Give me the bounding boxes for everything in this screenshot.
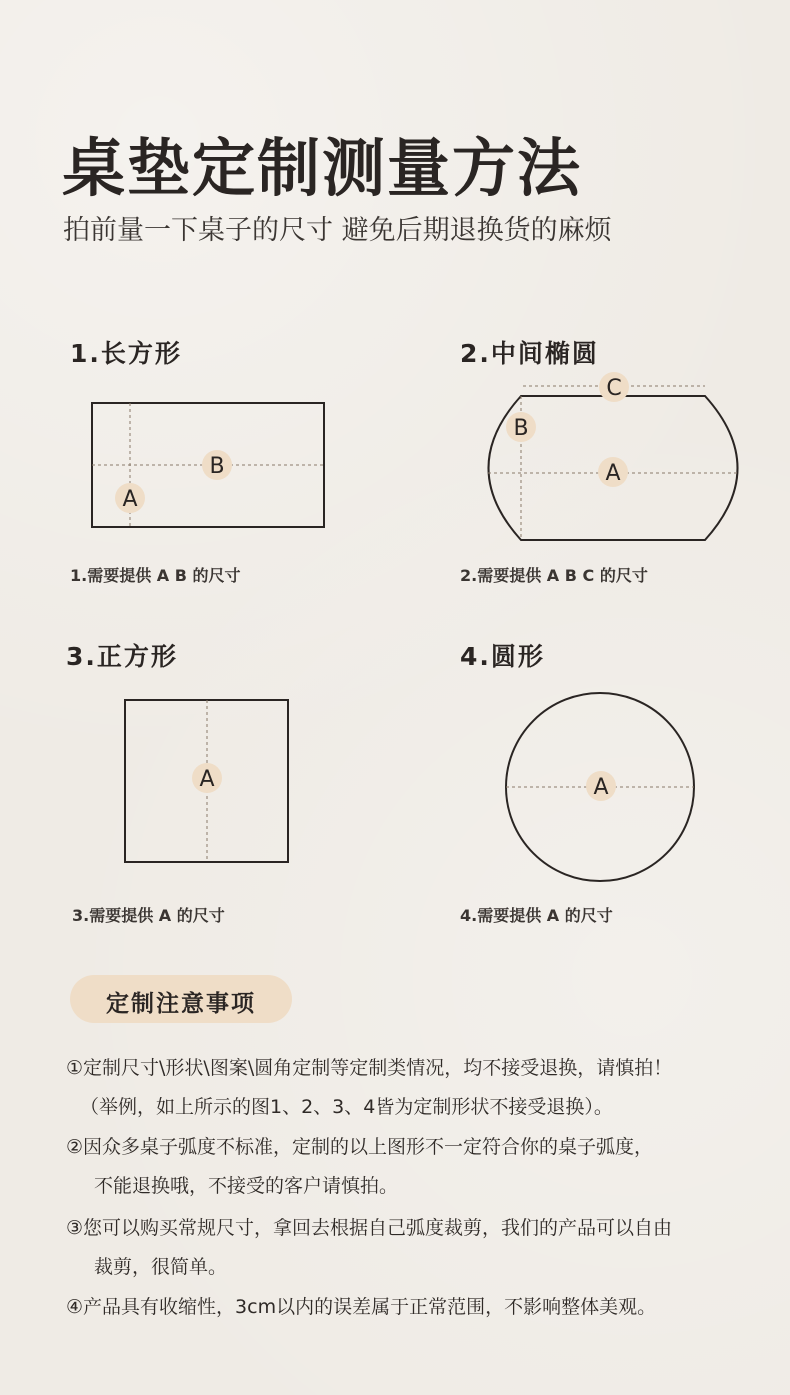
circle-heading: 4.圆形 <box>460 642 545 671</box>
rectangle-a-label: A <box>122 487 138 512</box>
circle-diagram <box>495 684 705 894</box>
circle-caption: 4.需要提供 A 的尺寸 <box>460 906 613 925</box>
oval-caption: 2.需要提供 A B C 的尺寸 <box>460 566 648 585</box>
square-a-label: A <box>199 767 215 792</box>
square-diagram <box>115 692 300 872</box>
notice-item-2-line-2: 不能退换哦，不接受的客户请慎拍。 <box>94 1175 399 1197</box>
square-caption: 3.需要提供 A 的尺寸 <box>72 906 225 925</box>
notice-item-3 <box>66 1209 756 1287</box>
notice-title: 定制注意事项 <box>106 991 256 1017</box>
rectangle-diagram <box>80 395 340 540</box>
notice-item-3-line-1: ③您可以购买常规尺寸，拿回去根据自己弧度裁剪，我们的产品可以自由 <box>66 1217 673 1239</box>
oval-heading: 2.中间椭圆 <box>460 339 599 368</box>
page-subtitle: 拍前量一下桌子的尺寸 避免后期退换货的麻烦 <box>63 215 612 246</box>
square-heading: 3.正方形 <box>66 642 178 671</box>
page-title: 桌垫定制测量方法 <box>62 132 582 205</box>
notice-item-3-line-2: 裁剪，很简单。 <box>94 1256 228 1278</box>
notice-item-1-line-1: ①定制尺寸\形状\图案\圆角定制等定制类情况，均不接受退换，请慎拍！ <box>66 1057 673 1079</box>
rectangle-b-label: B <box>209 454 225 479</box>
rectangle-heading: 1.长方形 <box>70 339 182 368</box>
notice-item-1 <box>66 1049 756 1127</box>
oval-c-label: C <box>606 376 622 401</box>
oval-diagram <box>480 368 750 548</box>
notice-item-2-line-1: ②因众多桌子弧度不标准，定制的以上图形不一定符合你的桌子弧度， <box>66 1136 654 1158</box>
notice-item-1-line-2: （举例，如上所示的图1、2、3、4皆为定制形状不接受退换）。 <box>80 1096 613 1118</box>
oval-b-label: B <box>513 416 529 441</box>
notice-item-4 <box>66 1288 756 1327</box>
rectangle-caption: 1.需要提供 A B 的尺寸 <box>70 566 241 585</box>
oval-a-label: A <box>605 461 621 486</box>
circle-a-label: A <box>593 775 609 800</box>
notice-item-4-line-1: ④产品具有收缩性，3cm以内的误差属于正常范围，不影响整体美观。 <box>66 1296 657 1318</box>
notice-item-2 <box>66 1128 756 1206</box>
